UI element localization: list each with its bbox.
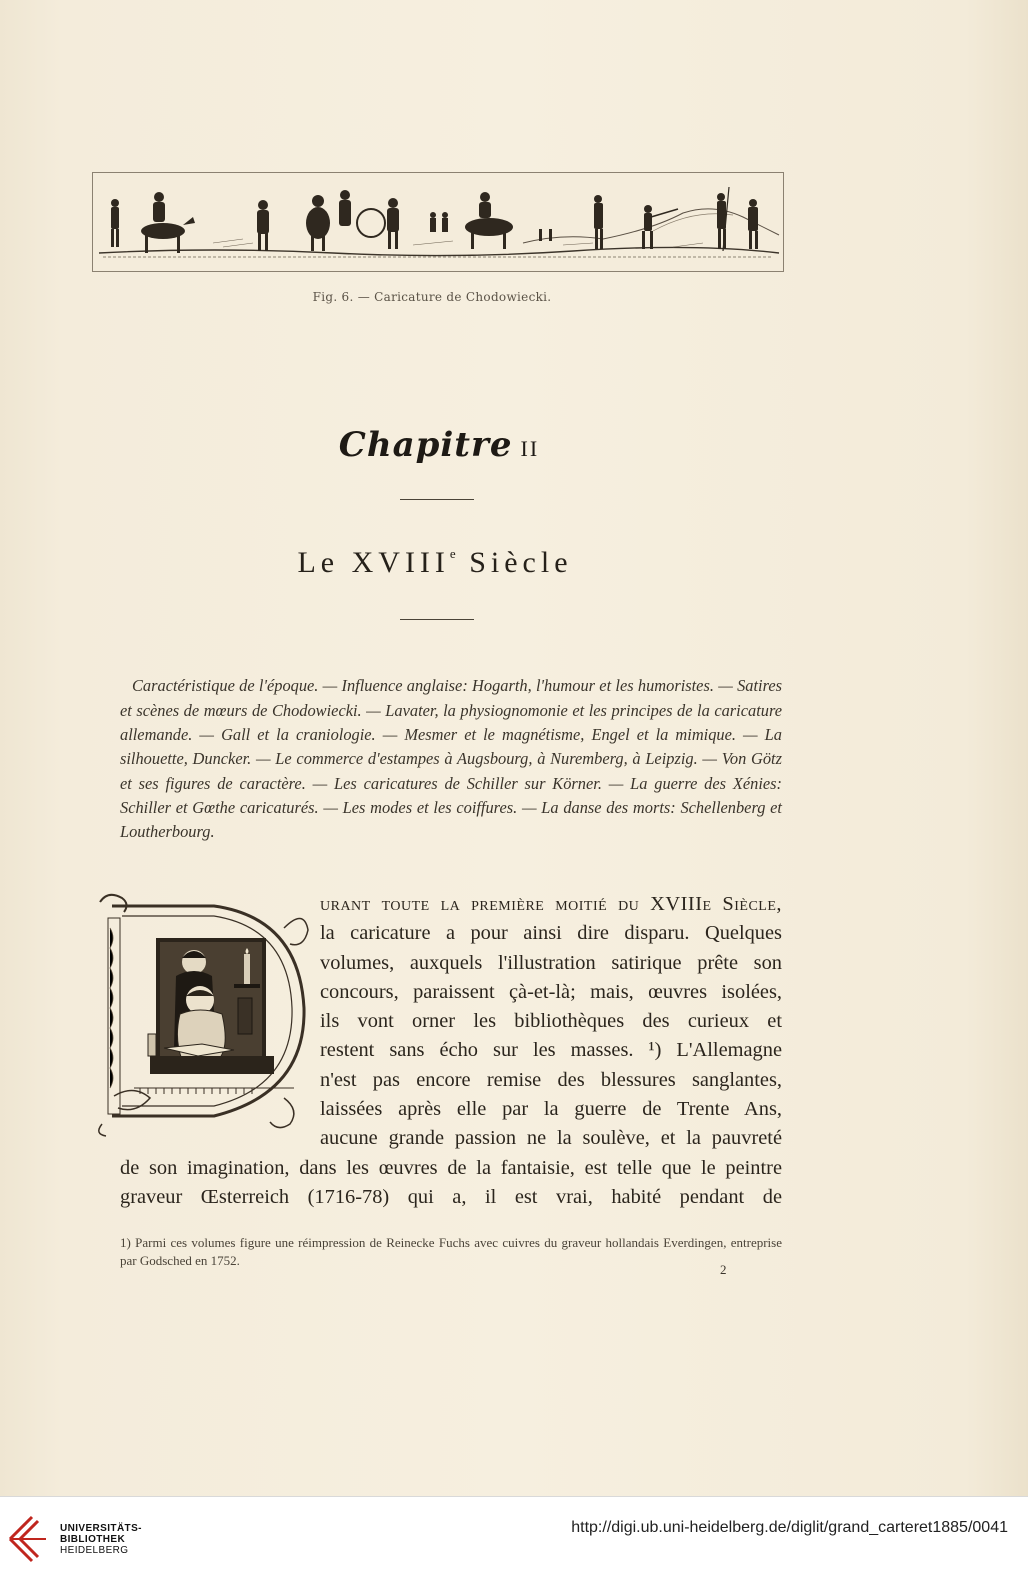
library-name-line: HEIDELBERG bbox=[60, 1545, 129, 1556]
body-line: restent sans écho sur les masses. ¹) L'Allemagne bbox=[320, 1039, 782, 1062]
chapter-summary: Caractéristique de l'époque. — Influence anglaise: Hogarth, l'humour et les humoristes. — Satires et scènes de mœurs de Chodowiecki. — Lavater, la physiognomonie et les principes de la caricature allemande. — Gall et la craniologie. — Mesmer et le magnétisme, Engel et la mimique. — La silhouette, Duncker. — Le commerce d'estampes à Augsbourg, à Nuremberg, à Leipzig. — Von Götz et ses figures de caractère. — Les caricatures de Schiller sur Körner. — La guerre des Xénies: Schiller et Gœthe caricaturés. — Les modes et les coiffures. — La danse des morts: Schellenberg et Loutherbourg. bbox=[120, 676, 782, 842]
body-line: la caricature a pour ainsi dire disparu. Quelques bbox=[320, 922, 782, 945]
library-name bbox=[60, 1523, 142, 1556]
figure-caption: Fig. 6. — Caricature de Chodowiecki. bbox=[312, 290, 552, 304]
chapter-title-main: Le XVIII bbox=[297, 546, 450, 579]
body-line: aucune grande passion ne la soulève, et la pauvreté bbox=[320, 1127, 782, 1150]
footnote: 1) Parmi ces volumes figure une réimpression de Reinecke Fuchs avec cuivres du graveur hollandais Everdingen, entreprise par Godsched en 1752. bbox=[120, 1235, 782, 1268]
chodowiecki-caricature-figure bbox=[92, 172, 784, 272]
caricature-engraving bbox=[93, 173, 783, 271]
library-name-line: BIBLIOTHEK bbox=[60, 1534, 126, 1545]
body-line: n'est pas encore remise des blessures sanglantes, bbox=[320, 1068, 782, 1091]
digital-library-footer bbox=[0, 1496, 1028, 1584]
chapter-label: Chapitre bbox=[338, 425, 513, 465]
body-text bbox=[120, 890, 782, 1212]
body-line: urant toute la première moitié du XVIIIe Siècle, bbox=[320, 893, 782, 915]
chapter-heading bbox=[0, 424, 878, 465]
heading-divider-top bbox=[400, 499, 474, 500]
chapter-title-superscript: e bbox=[449, 546, 457, 561]
body-line: ils vont orner les bibliothèques des curieux et bbox=[320, 1010, 782, 1033]
body-line: volumes, auxquels l'illustration satirique prête son bbox=[320, 951, 782, 974]
heidelberg-library-logo-icon bbox=[6, 1509, 52, 1569]
body-line: graveur Œsterreich (1716-78) qui a, il est vrai, habité pendant de bbox=[120, 1185, 782, 1208]
chapter-title-end: Siècle bbox=[456, 546, 573, 579]
page-number: 2 bbox=[720, 1262, 727, 1277]
heading-divider-bottom bbox=[400, 619, 474, 620]
library-name-line: UNIVERSITÄTS- bbox=[60, 1523, 142, 1534]
body-line: de son imagination, dans les œuvres de la fantaisie, est telle que le peintre bbox=[120, 1156, 782, 1179]
body-line: concours, paraissent çà-et-là; mais, œuvres isolées, bbox=[320, 980, 782, 1003]
chapter-title bbox=[0, 546, 870, 580]
chapter-number: II bbox=[520, 436, 540, 461]
body-line: laissées après elle par la guerre de Trente Ans, bbox=[320, 1098, 782, 1121]
source-url-link[interactable]: http://digi.ub.uni-heidelberg.de/diglit/grand_carteret1885/0041 bbox=[571, 1519, 1008, 1536]
